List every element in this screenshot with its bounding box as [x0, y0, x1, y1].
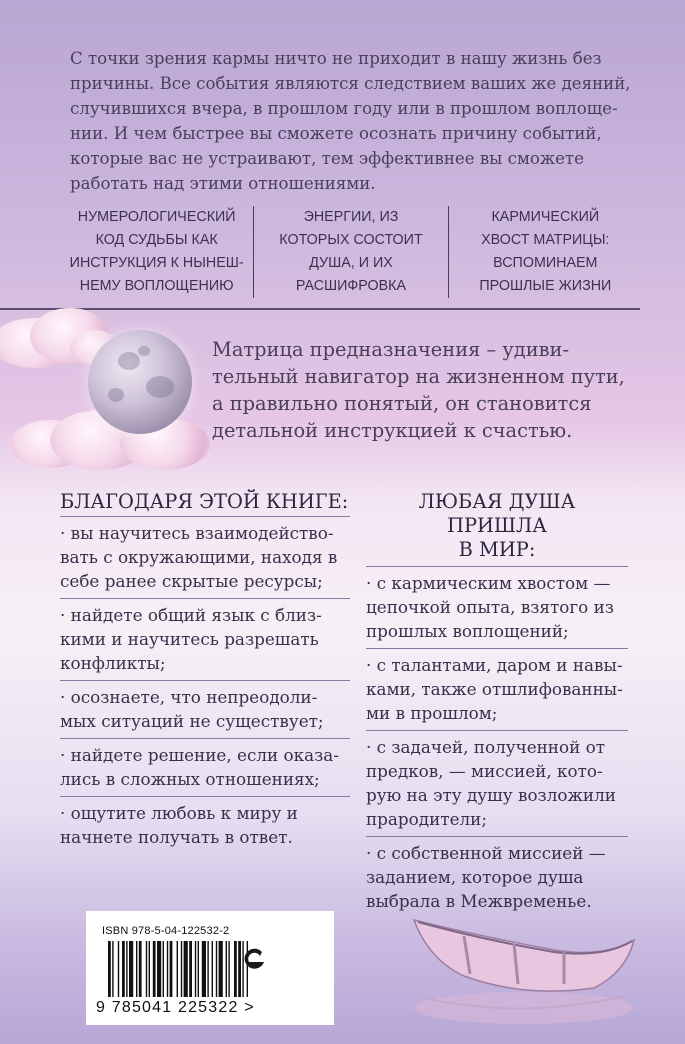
barcode-bar [163, 941, 164, 997]
tagline-line: детальной инструкцией к счастью. [212, 419, 573, 442]
item-line: · найдете общий язык с близ- [60, 605, 322, 625]
intro-line: которые вас не устраивают, тем эффективнее вы сможете [70, 149, 584, 168]
barcode-bar [212, 941, 213, 997]
benefit-item [60, 516, 350, 598]
barcode-bar [118, 941, 119, 997]
moon-crater [118, 352, 140, 370]
item-line: себе ранее скрытые ресурсы; [60, 571, 323, 591]
item-line: ками, также отшлифованны- [366, 679, 623, 699]
item-line: конфликты; [60, 653, 166, 673]
feature-line: ВСПОМИНАЕМ [493, 255, 598, 271]
barcode-bar [108, 941, 111, 997]
barcode-bar [234, 941, 237, 997]
feature-line: НЕМУ ВОПЛОЩЕНИЮ [79, 278, 234, 294]
barcode-bar [153, 941, 156, 997]
item-line: мых ситуаций не существует; [60, 711, 324, 731]
item-line: предков, — миссией, кото- [366, 761, 603, 781]
moon-icon [88, 330, 192, 434]
isbn-digits: 9 785041 225322 > [96, 999, 255, 1016]
item-line: заданием, которое душа [366, 867, 584, 887]
item-line: · осознаете, что непреодоли- [60, 687, 318, 707]
boat-hull [414, 920, 634, 991]
soul-item [366, 730, 628, 836]
barcode-bar [122, 941, 125, 997]
barcode-bar [226, 941, 227, 997]
tagline-line: Матрица предназначения – удиви- [212, 338, 570, 361]
barcode-bar [202, 941, 206, 997]
barcode-bar [184, 941, 188, 997]
item-line: · вы научитесь взаимодейство- [60, 523, 334, 543]
feature-column-numerology [60, 206, 253, 298]
tagline-line: а правильно понятый, он становится [212, 392, 592, 415]
item-line: вать с окружающими, находя в [60, 547, 338, 567]
feature-line: НУМЕРОЛОГИЧЕСКИЙ [77, 209, 236, 225]
item-line: прародители; [366, 809, 488, 829]
item-line: лись в сложных отношениях; [60, 769, 320, 789]
soul-heading [366, 490, 628, 564]
intro-line: работать над этими отношениями. [70, 174, 376, 193]
divider-line [0, 308, 640, 310]
intro-line: случившихся вчера, в прошлом году или в прошлом воплоще- [70, 99, 618, 118]
feature-line: ИНСТРУКЦИЯ К НЫНЕШ- [69, 255, 244, 271]
item-line: прошлых воплощений; [366, 621, 569, 641]
barcode-bar [146, 941, 147, 997]
benefits-block [60, 490, 350, 854]
item-line: выбрала в Межвременье. [366, 891, 592, 911]
barcode-bar [129, 941, 133, 997]
barcode-bar [112, 941, 113, 997]
barcode-bar [167, 941, 168, 997]
barcode-bar [198, 941, 199, 997]
boat-icon [404, 880, 644, 1030]
barcode-bar [149, 941, 150, 997]
heading-line: ЛЮБАЯ ДУША ПРИШЛА [418, 490, 576, 537]
moon-crater [146, 376, 174, 398]
barcode-bar [195, 941, 196, 997]
barcode-bar [219, 941, 223, 997]
benefits-heading: БЛАГОДАРЯ ЭТОЙ КНИГЕ: [60, 490, 349, 513]
feature-line: РАСШИФРОВКА [295, 278, 407, 294]
feature-line: ХВОСТ МАТРИЦЫ: [481, 232, 610, 248]
feature-line: ПРОШЛЫЕ ЖИЗНИ [479, 278, 612, 294]
heading-line: В МИР: [458, 538, 536, 561]
intro-line: С точки зрения кармы ничто не приходит в нашу жизнь без [70, 49, 602, 68]
barcode-bar [216, 941, 217, 997]
feature-line: КАРМИЧЕСКИЙ [491, 209, 600, 225]
item-line: · с талантами, даром и навы- [366, 655, 623, 675]
barcode-bar [177, 941, 178, 997]
benefit-item [60, 680, 350, 738]
item-line: ми в прошлом; [366, 703, 498, 723]
intro-paragraph [70, 46, 636, 196]
tagline-line: тельный навигатор на жизненном пути, [212, 365, 625, 388]
intro-line: нии. И чем быстрее вы сможете осознать причину событий, [70, 124, 602, 143]
barcode-bar [139, 941, 142, 997]
barcode-bar [126, 941, 127, 997]
item-line: начнете получать в ответ. [60, 827, 293, 847]
item-line: рую на эту душу возложили [366, 785, 616, 805]
feature-columns [60, 206, 642, 298]
isbn-label: ISBN 978-5-04-122532-2 [102, 925, 230, 937]
publisher-logo-icon [240, 944, 270, 974]
item-line: · с задачей, полученной от [366, 737, 606, 757]
barcode-bar [207, 941, 208, 997]
moon-crater [108, 388, 124, 402]
feature-line: ДУША, И ИХ [309, 255, 393, 271]
barcode-bar [136, 941, 137, 997]
feature-column-karmic-tail [448, 206, 642, 298]
item-line: · с кармическим хвостом — [366, 573, 611, 593]
soul-item [366, 648, 628, 730]
barcode-bar [228, 941, 229, 997]
barcode-bars [108, 941, 312, 997]
feature-line: КОД СУДЬБЫ КАК [95, 232, 218, 248]
item-line: · с собственной миссией — [366, 843, 606, 863]
intro-line: причины. Все события являются следствием ваших же деяний, [70, 74, 631, 93]
benefit-item [60, 598, 350, 680]
barcode [86, 911, 334, 1025]
item-line: · ощутите любовь к миру и [60, 803, 298, 823]
item-line: кими и научитесь разрешать [60, 629, 319, 649]
item-line: цепочкой опыта, взятого из [366, 597, 614, 617]
barcode-bar [181, 941, 182, 997]
soul-item [366, 566, 628, 648]
item-line: · найдете решение, если оказа- [60, 745, 339, 765]
feature-column-energies [253, 206, 447, 298]
benefit-item [60, 796, 350, 854]
benefit-item [60, 738, 350, 796]
feature-line: КОТОРЫХ СОСТОИТ [279, 232, 423, 248]
barcode-bar [170, 941, 173, 997]
soul-block [366, 490, 628, 918]
tagline-paragraph [212, 336, 642, 444]
barcode-bar [157, 941, 161, 997]
feature-line: ЭНЕРГИИ, ИЗ [303, 209, 399, 225]
moon-crater [138, 346, 150, 356]
barcode-bar [189, 941, 192, 997]
